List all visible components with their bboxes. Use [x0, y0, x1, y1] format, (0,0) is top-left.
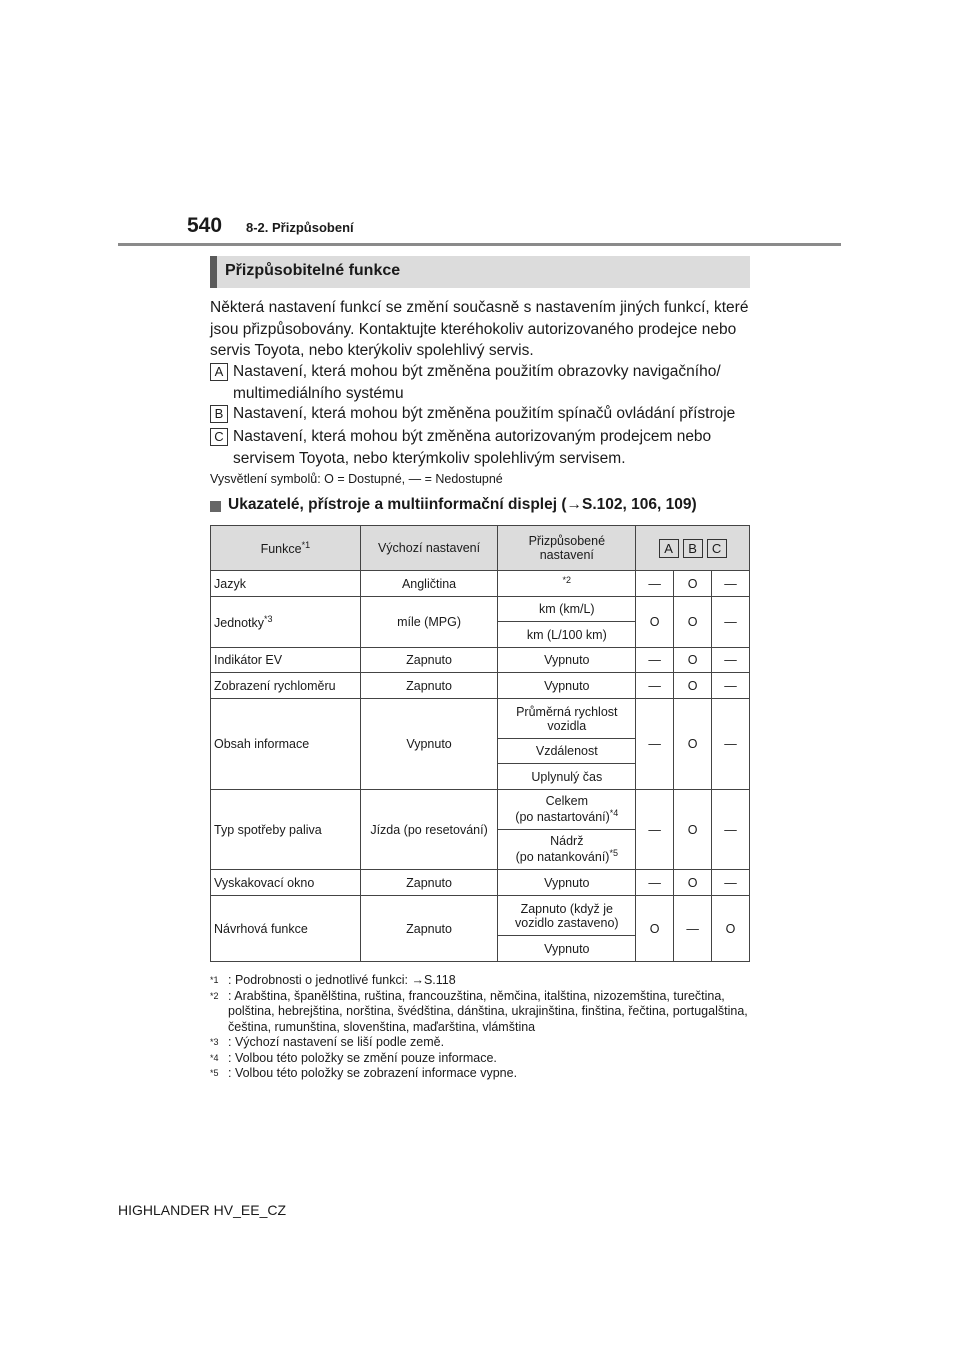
cell-custom: km (L/100 km) — [498, 622, 636, 648]
cell-default: Jízda (po resetování) — [360, 790, 498, 870]
section-title: Přizpůsobitelné funkce — [225, 262, 401, 279]
cell-custom: Celkem (po nastartování)$^{*4}$ — [498, 790, 636, 830]
cell-a: O — [636, 597, 674, 648]
legend-text-b: Nastavení, která mohou být změněna použitím spínačů ovládání přístroje — [233, 405, 736, 422]
footer-model: HIGHLANDER HV_EE_CZ — [118, 1202, 287, 1218]
header-key-b: B — [683, 539, 703, 558]
cell-custom: Vypnuto — [498, 936, 636, 962]
cell-default: míle (MPG) — [360, 597, 498, 648]
header-key-a: A — [659, 539, 679, 558]
header-key-c: C — [707, 539, 727, 558]
cell-b: O — [674, 673, 712, 699]
cell-default: Zapnuto — [360, 896, 498, 962]
cell-b: O — [674, 648, 712, 673]
cell-a: — — [636, 699, 674, 790]
cell-c: — — [712, 648, 750, 673]
legend-text-a: Nastavení, která mohou být změněna použitím obrazovky navigačního/ multimediálního systému — [233, 363, 721, 402]
symbols-note: Vysvětlení symbolů: O = Dostupné, — = Nedostupné — [210, 472, 503, 486]
cell-custom: Vypnuto — [498, 673, 636, 699]
cell-custom: Průměrná rychlost vozidla — [498, 699, 636, 739]
footnote: *2 : Arabština, španělština, ruština, francouzština, němčina, italština, nizozemština, turečtina, polština, hebrejština, norština, švédština, dánština, ukrajinština, finština, řečtina, portugalština, čeština, rumunština, slovenština, maďarština, vlámština — [210, 988, 748, 1034]
footnotes — [210, 973, 755, 1082]
cell-c: — — [712, 699, 750, 790]
cell-default: Zapnuto — [360, 673, 498, 699]
cell-a: — — [636, 870, 674, 896]
cell-default: Zapnuto — [360, 648, 498, 673]
table-row — [211, 648, 750, 673]
section-reference: 8-2. Přizpůsobení — [246, 220, 354, 235]
subheading-marker — [210, 501, 221, 512]
page-number: 540 — [187, 214, 223, 237]
table-row — [211, 790, 750, 830]
cell-function: Indikátor EV — [211, 648, 361, 673]
cell-function: Jazyk — [211, 571, 361, 597]
cell-c: — — [712, 597, 750, 648]
cell-custom: Zapnuto (když je vozidlo zastaveno) — [498, 896, 636, 936]
cell-c: — — [712, 571, 750, 597]
customization-table — [210, 525, 750, 962]
header-custom: Přizpůsobené nastavení — [498, 526, 636, 571]
legend-key-b: B — [210, 405, 228, 423]
cell-a: — — [636, 648, 674, 673]
cell-c: — — [712, 790, 750, 870]
cell-b: O — [674, 870, 712, 896]
legend-key-a: A — [210, 363, 228, 381]
cell-custom: Uplynulý čas — [498, 764, 636, 790]
header-default: Výchozí nastavení — [360, 526, 498, 571]
cell-default: Vypnuto — [360, 699, 498, 790]
legend-text-c: Nastavení, která mohou být změněna autorizovaným prodejcem nebo servisem Toyota, nebo kterýmkoliv spolehlivým servisem. — [233, 428, 712, 467]
cell-function: Vyskakovací okno — [211, 870, 361, 896]
cell-custom: Vypnuto — [498, 648, 636, 673]
cell-b: O — [674, 597, 712, 648]
table-row — [211, 896, 750, 936]
cell-c: — — [712, 870, 750, 896]
cell-function: Zobrazení rychloměru — [211, 673, 361, 699]
cell-function: Jednotky$^{*3}$ — [211, 597, 361, 648]
cell-b: O — [674, 571, 712, 597]
cell-custom: Nádrž (po natankování)$^{*5}$ — [498, 830, 636, 870]
cell-a: — — [636, 790, 674, 870]
footnote: *1 : Podrobnosti o jednotlivé funkci: →S.118 — [210, 973, 456, 987]
intro-paragraph: Některá nastavení funkcí se změní současně s nastavením jiných funkcí, které jsou přizpůsobovány. Kontaktujte kteréhokoliv autorizovaného prodejce nebo servis Toyota, nebo kterýkoliv spolehlivý servis. — [210, 299, 749, 359]
legend-item-a — [210, 361, 755, 404]
table-row — [211, 597, 750, 622]
cell-c: O — [712, 896, 750, 962]
footnote: *4 : Volbou této položky se změní pouze informace. — [210, 1050, 497, 1065]
legend-key-c: C — [210, 428, 228, 446]
table-row — [211, 571, 750, 597]
cell-function: Návrhová funkce — [211, 896, 361, 962]
header-function: Funkce$^{*1}$ — [211, 526, 361, 571]
footnote: *5 : Volbou této položky se zobrazení informace vypne. — [210, 1066, 518, 1080]
cell-custom: km (km/L) — [498, 597, 636, 622]
footnote: *3 : Výchozí nastavení se liší podle země. — [210, 1035, 445, 1049]
cell-custom: Vzdálenost — [498, 739, 636, 764]
legend-item-c — [210, 426, 755, 469]
table-header-row — [211, 526, 750, 571]
cell-default: Zapnuto — [360, 870, 498, 896]
cell-b: O — [674, 699, 712, 790]
table-row — [211, 699, 750, 739]
cell-c: — — [712, 673, 750, 699]
cell-custom: Vypnuto — [498, 870, 636, 896]
header-divider — [118, 243, 841, 246]
legend-item-b — [210, 403, 755, 425]
subheading: Ukazatelé, přístroje a multiinformační displej (→S.102, 106, 109) — [228, 496, 697, 513]
table-row — [211, 870, 750, 896]
cell-b: — — [674, 896, 712, 962]
table-row — [211, 673, 750, 699]
cell-a: O — [636, 896, 674, 962]
header-abc — [636, 526, 750, 571]
cell-function: Obsah informace — [211, 699, 361, 790]
cell-a: — — [636, 673, 674, 699]
cell-a: — — [636, 571, 674, 597]
cell-b: O — [674, 790, 712, 870]
cell-function: Typ spotřeby paliva — [211, 790, 361, 870]
cell-custom: *2 — [498, 571, 636, 597]
cell-default: Angličtina — [360, 571, 498, 597]
